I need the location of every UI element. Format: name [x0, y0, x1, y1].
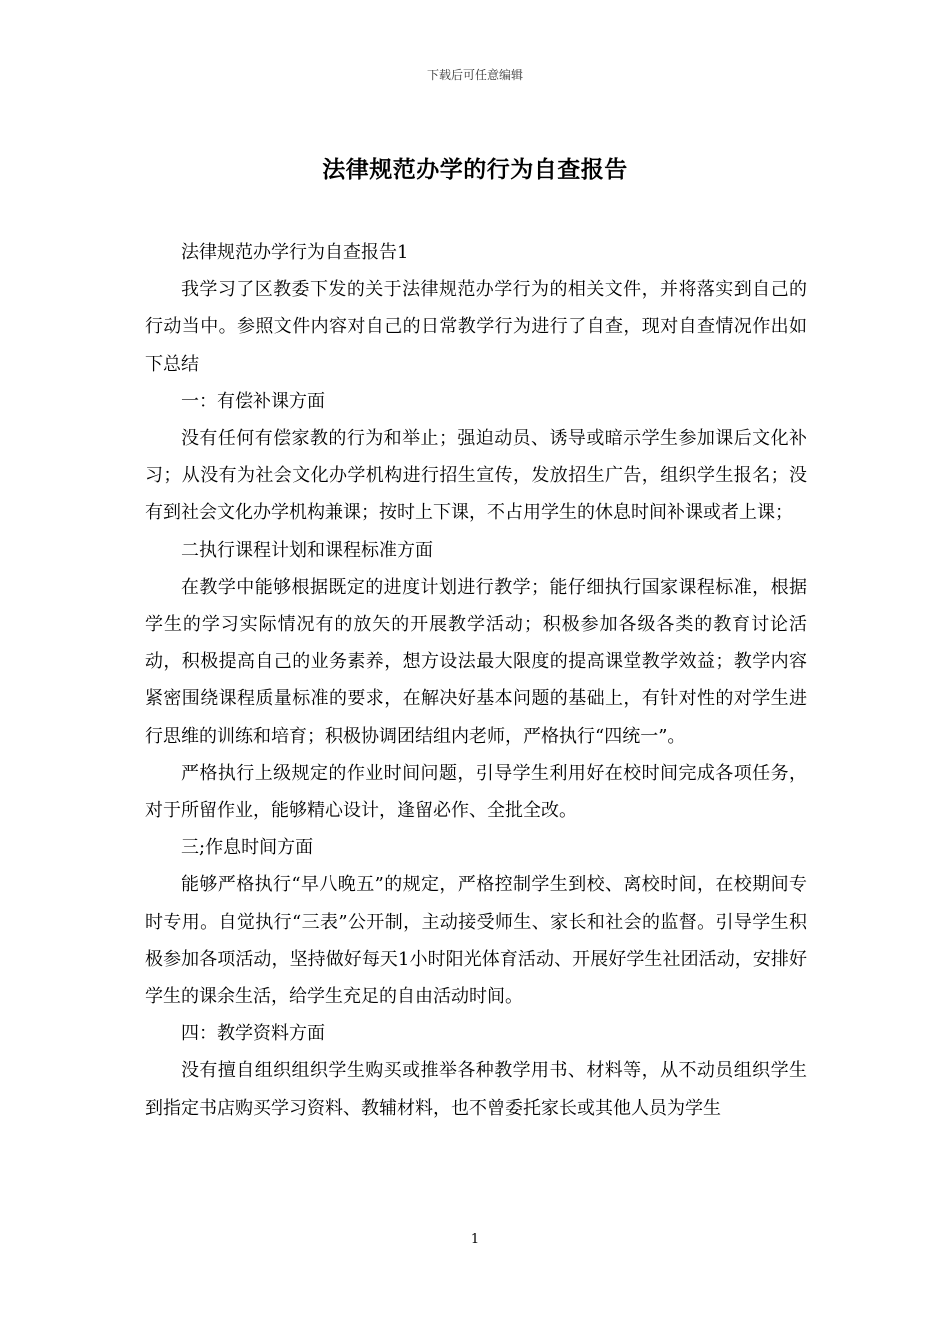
page-header: 下载后可任意编辑	[426, 68, 523, 82]
paragraph-report-heading: 法律规范办学行为自查报告1	[181, 242, 409, 263]
paragraph-materials: 没有擅自组织组织学生购买或推举各种教学用书、材料等，从不动员组织学生到指定书店购买学习资料、教辅材料，也不曾委托家长或其他人员为学生	[145, 1060, 807, 1119]
paragraph-paid-tutoring: 没有任何有偿家教的行为和举止；强迫动员、诱导或暗示学生参加课后文化补习；从没有为社会文化办学机构进行招生宣传，发放招生广告，组织学生报名；没有到社会文化办学机构兼课；按时上下课，不占用学生的休息时间补课或者上课；	[145, 428, 807, 524]
section-heading-materials: 四：教学资料方面	[181, 1023, 325, 1045]
document-title: 法律规范办学的行为自查报告	[322, 156, 628, 183]
section-heading-paid-tutoring: 一：有偿补课方面	[181, 390, 325, 412]
paragraph-schedule: 能够严格执行“早八晚五”的规定，严格控制学生到校、离校时间，在校期间专时专用。自觉执行“三表”公开制，主动接受师生、家长和社会的监督。引导学生积极参加各项活动，坚持做好每天1小时阳光体育活动、开展好学生社团活动，安排好学生的课余生活，给学生充足的自由活动时间。	[145, 874, 807, 1008]
document-body	[145, 234, 807, 1127]
paragraph-homework: 严格执行上级规定的作业时间问题，引导学生利用好在校时间完成各项任务，对于所留作业，能够精心设计，逢留必作、全批全改。	[145, 762, 807, 822]
paragraph-intro: 我学习了区教委下发的关于法律规范办学行为的相关文件，并将落实到自己的行动当中。参照文件内容对自己的日常教学行为进行了自查，现对自查情况作出如下总结	[145, 279, 807, 375]
section-heading-curriculum: 二执行课程计划和课程标准方面	[181, 539, 433, 561]
page-number: 1	[470, 1232, 480, 1247]
section-heading-schedule: 三;作息时间方面	[181, 837, 314, 859]
paragraph-curriculum: 在教学中能够根据既定的进度计划进行教学；能仔细执行国家课程标准，根据学生的学习实际情况有的放矢的开展教学活动；积极参加各级各类的教育讨论活动，积极提高自己的业务素养，想方设法最大限度的提高课堂教学效益；教学内容紧密围绕课程质量标准的要求，在解决好基本问题的基础上，有针对性的对学生进行思维的训练和培育；积极协调团结组内老师，严格执行“四统一”。	[145, 576, 807, 747]
